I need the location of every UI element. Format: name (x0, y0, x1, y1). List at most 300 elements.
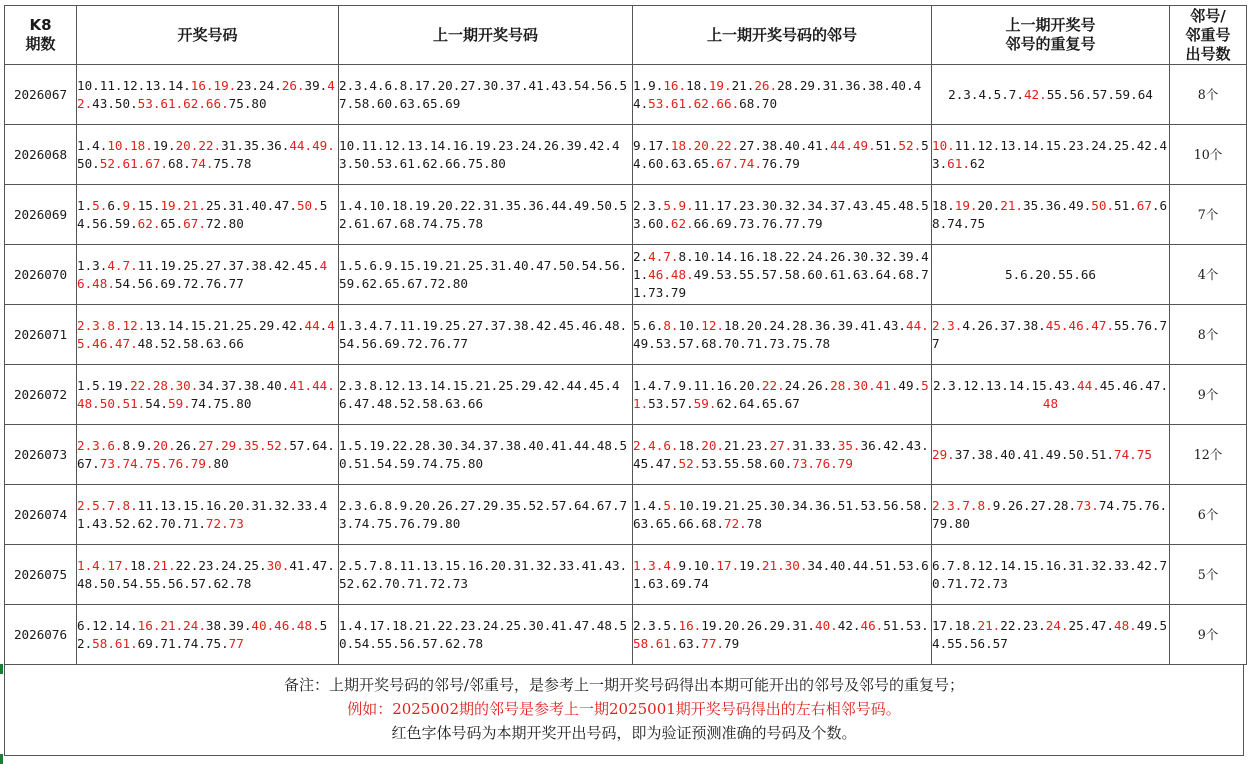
repeat-numbers-cell[interactable] (932, 485, 1170, 545)
number-group: . (319, 77, 328, 93)
number-group: 22.23. (1000, 617, 1046, 633)
hit-number-group: 2.3. (932, 497, 963, 513)
hit-number-group: 61. (947, 155, 970, 171)
hit-number-group: 52.61.67. (99, 155, 168, 171)
number-group: 34.37.38.40. (198, 377, 290, 393)
period-cell[interactable]: 2026075 (5, 545, 77, 605)
number-group: 39 (304, 77, 320, 93)
hit-number-group: 52. (898, 137, 922, 153)
period-cell[interactable]: 2026067 (5, 65, 77, 125)
header-prev-draw[interactable]: 上一期开奖号码 (339, 6, 633, 65)
hit-count-cell[interactable]: 8个 (1170, 65, 1247, 125)
neighbor-numbers-cell[interactable] (633, 485, 932, 545)
hit-number-group: 17. (716, 557, 740, 573)
hit-number-group: 35. (837, 437, 861, 453)
number-group: 49.54.55.56.57 (932, 617, 1168, 651)
prev-draw-numbers-cell[interactable] (339, 545, 633, 605)
number-group: 8.9. (122, 437, 153, 453)
number-group: 1.4. (77, 137, 108, 153)
hit-number-group: 40. (814, 617, 838, 633)
number-group: 76.79 (761, 155, 800, 171)
neighbor-numbers-cell[interactable] (633, 545, 932, 605)
hit-number-group: 77 (228, 635, 244, 651)
hit-count-cell[interactable]: 9个 (1170, 605, 1247, 665)
number-group: 10.11.12.13.14.16.19.23.24.26.39.42.43.50.53.61.62.66.75.80 (339, 137, 620, 171)
table-row (5, 545, 1247, 605)
header-count-line1: 邻号/ (1190, 6, 1226, 25)
header-count[interactable] (1170, 6, 1247, 65)
number-group: 2.3.6.8.9.20.26.27.29.35.52.57.64.67.73.74.75.76.79.80 (339, 497, 628, 531)
hit-number-group: 53.61.62.66. (137, 95, 229, 111)
number-group: 19.20.26.29.31. (701, 617, 815, 633)
number-group: 8.10.14.16.18.22.24.26.30.32.39.41. (633, 248, 929, 282)
neighbor-numbers-cell[interactable] (633, 425, 932, 485)
number-group: 18. (130, 557, 153, 573)
note-line-3: 红色字体号码为本期开奖开出号码，即为验证预测准确的号码及个数。 (391, 724, 857, 742)
hit-number-group: 50. (296, 197, 320, 213)
hit-number-group: 22.28.30. (130, 377, 199, 393)
hit-number-group: 46.48. (77, 257, 328, 291)
number-group: . (319, 317, 328, 333)
number-group: 63. (678, 635, 702, 651)
period-cell[interactable]: 2026071 (5, 305, 77, 365)
table-row (5, 305, 1247, 365)
number-group: 9.17. (633, 137, 671, 153)
hit-number-group: 2.4.6. (633, 437, 679, 453)
hit-number-group: 10.18. (107, 137, 153, 153)
hit-number-group: 50. (1091, 197, 1114, 213)
draw-numbers-cell[interactable] (77, 425, 339, 485)
number-group: 62 (969, 155, 986, 171)
hit-number-group: 44 (304, 317, 320, 333)
number-group: 19. (739, 557, 762, 573)
hit-number-group: 67. (183, 215, 206, 231)
hit-number-group: 16.21.24. (137, 617, 206, 633)
hit-number-group: 27.29.35.52. (198, 437, 290, 453)
number-group: 80 (213, 455, 229, 471)
hit-number-group: 58.61. (92, 635, 138, 651)
hit-number-group: 8. (663, 317, 679, 333)
hit-number-group: 19. (708, 77, 732, 93)
number-group: 1.4.17.18.21.22.23.24.25.30.41.47.48.50.54.55.56.57.62.78 (339, 617, 628, 651)
hit-number-group: 9. (122, 197, 138, 213)
hit-number-group: 62. (137, 215, 161, 231)
number-group: 11.13.15.16.20.31.32.33.41.43.52.62.70.71. (77, 497, 328, 531)
header-repeat-line2: 邻号的重复号 (1005, 35, 1096, 53)
table-row (5, 185, 1247, 245)
number-group: 9.26.27.28. (992, 497, 1077, 513)
hit-number-group: 59. (693, 395, 717, 411)
number-group: 10.11.12.13.14. (77, 77, 191, 93)
number-group: 18. (678, 437, 702, 453)
neighbor-numbers-cell[interactable] (633, 65, 932, 125)
hit-number-group: 51. (633, 377, 929, 411)
hit-number-group: 44.49. (830, 137, 876, 153)
number-group: 1.3. (77, 257, 108, 273)
number-group: 26. (175, 437, 199, 453)
repeat-numbers-cell[interactable] (932, 245, 1170, 305)
number-group: 54. (145, 395, 168, 411)
hit-number-group: 16. (663, 77, 687, 93)
number-group: 1.5.19. (77, 377, 131, 393)
cell-marker (0, 664, 3, 674)
number-group: 51. (875, 137, 899, 153)
hit-number-group: 48. (1114, 617, 1137, 633)
hit-number-group: 1.4.17. (77, 557, 131, 573)
lottery-sheet (4, 5, 1246, 756)
draw-numbers-cell[interactable] (77, 365, 339, 425)
hit-count-cell[interactable]: 9个 (1170, 365, 1247, 425)
hit-number-group: 16.19. (190, 77, 237, 93)
number-group: 65. (160, 215, 184, 231)
hit-number-group: 44. (906, 317, 929, 333)
number-group: 2.3.5. (633, 617, 679, 633)
number-group: 10.19.21.25.30.34.36.51.53.56.58.63.65.66.68. (633, 497, 929, 531)
hit-number-group: 27. (769, 437, 793, 453)
neighbor-numbers-cell[interactable] (633, 185, 932, 245)
repeat-numbers-cell[interactable] (932, 185, 1170, 245)
neighbor-numbers-cell[interactable] (633, 365, 932, 425)
number-group: 6.12.14. (77, 617, 138, 633)
hit-number-group: 16. (678, 617, 702, 633)
number-group: 72.80 (205, 215, 244, 231)
number-group: 54.56.69.72.76.77 (114, 275, 244, 291)
number-group: 55.56.57.59.64 (1046, 86, 1153, 102)
prev-draw-numbers-cell[interactable] (339, 425, 633, 485)
draw-numbers-cell[interactable] (77, 125, 339, 185)
prev-draw-numbers-cell[interactable] (339, 485, 633, 545)
hit-count-cell[interactable]: 8个 (1170, 305, 1247, 365)
draw-numbers-cell[interactable] (77, 185, 339, 245)
draw-numbers-cell[interactable] (77, 545, 339, 605)
number-group: 1.4. (633, 497, 664, 513)
number-group: 31.35.36. (221, 137, 290, 153)
number-group: 55.76.77 (932, 317, 1168, 351)
number-group: 23.24. (236, 77, 282, 93)
hit-number-group: 26. (754, 77, 778, 93)
hit-number-group: 44.48. (77, 377, 335, 411)
number-group: 1. (77, 197, 93, 213)
hit-number-group: 50.51. (99, 395, 146, 411)
prev-draw-numbers-cell[interactable] (339, 305, 633, 365)
hit-number-group: 20.22. (175, 137, 222, 153)
number-group: 74.75.76.79.80 (932, 497, 1168, 531)
number-group: 11.17.23.30.32.34.37.43.45.48.53.60. (633, 197, 929, 231)
number-group: 2.3.12.13.14.15.43. (932, 377, 1078, 393)
period-cell[interactable]: 2026074 (5, 485, 77, 545)
number-group: 22.23.24.25. (175, 557, 267, 573)
repeat-numbers-cell[interactable] (932, 605, 1170, 665)
number-group: 50. (77, 155, 100, 171)
hit-number-group: 46. (860, 617, 884, 633)
hit-number-group: 58.61. (633, 635, 679, 651)
hit-number-group: 41. (875, 377, 899, 393)
draw-numbers-cell[interactable] (77, 305, 339, 365)
number-group: 36.42.43.45.47. (633, 437, 929, 471)
hit-number-group: 21. (977, 617, 1001, 633)
number-group: 74.75.80 (190, 395, 252, 411)
hit-count-cell[interactable]: 4个 (1170, 245, 1247, 305)
neighbor-numbers-cell[interactable] (633, 305, 932, 365)
number-group: 2.3. (633, 197, 664, 213)
number-group: 49. (898, 377, 922, 393)
number-group: 25.47. (1068, 617, 1114, 633)
number-group: 53.57. (648, 395, 694, 411)
number-group: 54.56.59. (77, 197, 328, 231)
hit-number-group: 52. (678, 455, 702, 471)
repeat-numbers-cell[interactable] (932, 305, 1170, 365)
hit-number-group: 44. (289, 137, 313, 153)
number-group: 1.3.4.7.11.19.25.27.37.38.42.45.46.48.54.56.69.72.76.77 (339, 317, 628, 351)
draw-numbers-cell[interactable] (77, 65, 339, 125)
hit-number-group: 28.30. (830, 377, 876, 393)
hit-number-group: 20. (701, 437, 724, 453)
number-group: 1.9. (633, 77, 664, 93)
number-group: 20. (977, 197, 1001, 213)
hit-count-cell[interactable]: 10个 (1170, 125, 1247, 185)
header-period-line2: 期数 (25, 35, 56, 53)
number-group: 18.20.24.28.36.39.41.43. (724, 317, 906, 333)
hit-number-group: 2.3.6. (77, 437, 123, 453)
header-period-line1: K8 (29, 16, 52, 34)
number-group: 21.23. (724, 437, 770, 453)
number-group: 2.3.4.5.7. (948, 86, 1024, 102)
hit-number-group: 72. (724, 515, 747, 531)
hit-number-group: 53.61.62.66. (648, 95, 740, 111)
number-group: 9.10. (678, 557, 717, 573)
hit-count-cell[interactable]: 5个 (1170, 545, 1247, 605)
hit-number-group: 77. (701, 635, 724, 651)
hit-count-cell[interactable]: 7个 (1170, 185, 1247, 245)
hit-number-group: 40.46.48. (251, 617, 320, 633)
header-repeat[interactable] (932, 6, 1170, 65)
hit-number-group: 19.21. (160, 197, 206, 213)
prev-draw-numbers-cell[interactable] (339, 605, 633, 665)
number-group: 68. (168, 155, 191, 171)
repeat-numbers-cell[interactable] (932, 425, 1170, 485)
number-group: 42. (837, 617, 861, 633)
hit-number-group: 46.48. (648, 266, 694, 282)
table-row (5, 605, 1247, 665)
number-group: 2.3.4.6.8.17.20.27.30.37.41.43.54.56.57.58.60.63.65.69 (339, 77, 628, 111)
table-row (5, 425, 1247, 485)
table-row (5, 485, 1247, 545)
hit-number-group: 74.75 (1113, 446, 1152, 462)
table-row (5, 245, 1247, 305)
lottery-table (4, 5, 1247, 665)
header-count-line3: 出号数 (1185, 44, 1231, 63)
number-group: 2. (633, 248, 649, 264)
hit-number-group: 2.3.8.12. (77, 317, 146, 333)
number-group: 19. (152, 137, 176, 153)
header-row (5, 6, 1247, 65)
number-group: 66.69.73.76.77.79 (693, 215, 823, 231)
note-line-2: 例如：2025002期的邻号是参考上一期2025001期开奖号码得出的左右相邻号码。 (347, 700, 901, 718)
prev-draw-numbers-cell[interactable] (339, 125, 633, 185)
number-group: 52. (77, 617, 328, 651)
hit-number-group: 73.74.75.76.79. (99, 455, 214, 471)
hit-number-group: 7.8. (962, 497, 993, 513)
number-group: 18. (932, 197, 955, 213)
number-group: 31.33. (792, 437, 838, 453)
number-group: 49.53.55.57.58.60.61.63.64.68.71.73.79 (633, 266, 929, 300)
draw-numbers-cell[interactable] (77, 245, 339, 305)
number-group: 48.52.58.63.66 (137, 335, 244, 351)
number-group: 57.64.67. (77, 437, 335, 471)
hit-number-group: 4.7. (648, 248, 679, 264)
number-group: 75.80 (228, 95, 267, 111)
draw-numbers-cell[interactable] (77, 605, 339, 665)
number-group: 69.71.74.75. (137, 635, 229, 651)
hit-number-group: 21.30. (761, 557, 808, 573)
number-group: 45.46.47. (1099, 377, 1169, 393)
hit-number-group: 2.5.7.8. (77, 497, 138, 513)
period-cell[interactable]: 2026072 (5, 365, 77, 425)
number-group: 17.18. (932, 617, 978, 633)
number-group: 1.5.19.22.28.30.34.37.38.40.41.44.48.50.51.54.59.74.75.80 (339, 437, 628, 471)
number-group: 10. (678, 317, 702, 333)
period-cell[interactable]: 2026076 (5, 605, 77, 665)
number-group: 43.50. (92, 95, 138, 111)
number-group: 34.40.44.51.53.61.63.69.74 (633, 557, 929, 591)
number-group: 11.19.25.27.37.38.42.45. (137, 257, 320, 273)
hit-number-group: 42. (1023, 86, 1047, 102)
hit-number-group: 67 (1136, 197, 1152, 213)
prev-draw-numbers-cell[interactable] (339, 65, 633, 125)
notes-cell[interactable] (4, 665, 1244, 756)
neighbor-numbers-cell[interactable] (633, 245, 932, 305)
hit-number-group: 19. (954, 197, 978, 213)
number-group: 24.26. (784, 377, 831, 393)
header-neighbors[interactable]: 上一期开奖号码的邻号 (633, 6, 932, 65)
number-group: 37.38.40.41.49.50.51. (954, 446, 1114, 462)
number-group: 21. (731, 77, 755, 93)
neighbor-numbers-cell[interactable] (633, 125, 932, 185)
hit-number-group: 26. (281, 77, 305, 93)
hit-number-group: 44. (1077, 377, 1100, 393)
number-group: 75.78 (213, 155, 252, 171)
header-period[interactable] (5, 6, 77, 65)
period-cell[interactable]: 2026073 (5, 425, 77, 485)
hit-number-group: 45.46.47. (1045, 317, 1114, 333)
hit-number-group: 72.73 (205, 515, 244, 531)
table-row (5, 365, 1247, 425)
note-line-1: 备注：上期开奖号码的邻号/邻重号，是参考上一期开奖号码得出本期可能开出的邻号及邻号的重复号； (283, 676, 965, 694)
number-group: .68.74.75 (932, 197, 1168, 231)
hit-number-group: 10. (932, 137, 955, 153)
hit-number-group: 49. (312, 137, 335, 153)
table-body (5, 65, 1247, 665)
hit-number-group: 73. (1076, 497, 1099, 513)
table-row (5, 65, 1247, 125)
prev-draw-numbers-cell[interactable] (339, 185, 633, 245)
number-group: 68.70 (739, 95, 778, 111)
number-group: 11.12.13.14.15.23.24.25.42.43. (932, 137, 1168, 171)
number-group: 13.14.15.21.25.29.42. (145, 317, 305, 333)
repeat-numbers-cell[interactable] (932, 125, 1170, 185)
hit-number-group: 21. (1000, 197, 1023, 213)
prev-draw-numbers-cell[interactable] (339, 365, 633, 425)
hit-number-group: 29. (932, 446, 955, 462)
header-repeat-line1: 上一期开奖号 (1005, 16, 1096, 34)
number-group: 4.26.37.38. (962, 317, 1046, 333)
number-group: 62.64.65.67 (716, 395, 800, 411)
number-group: 5.6. (633, 317, 664, 333)
hit-number-group: 1.3.4. (633, 557, 679, 573)
repeat-numbers-cell[interactable] (932, 365, 1170, 425)
repeat-numbers-cell[interactable] (932, 65, 1170, 125)
hit-number-group: 22. (761, 377, 785, 393)
number-group: 53.55.58.60. (701, 455, 793, 471)
table-row (5, 125, 1247, 185)
hit-count-cell[interactable]: 6个 (1170, 485, 1247, 545)
hit-number-group: 73.76.79 (792, 455, 853, 471)
hit-number-group: 74. (190, 155, 214, 171)
repeat-numbers-cell[interactable] (932, 545, 1170, 605)
number-group: 5.6.20.55.66 (1005, 266, 1096, 282)
number-group: 2.3.8.12.13.14.15.21.25.29.42.44.45.46.47.48.52.58.63.66 (339, 377, 620, 411)
hit-number-group: 5. (92, 197, 108, 213)
hit-number-group: 24. (1045, 617, 1069, 633)
number-group: 51. (1114, 197, 1137, 213)
hit-number-group: 5. (663, 497, 679, 513)
period-cell[interactable]: 2026070 (5, 245, 77, 305)
number-group: 1.4.10.18.19.20.22.31.35.36.44.49.50.52.61.67.68.74.75.78 (339, 197, 628, 231)
header-draw[interactable]: 开奖号码 (77, 6, 339, 65)
number-group: 41.47.48.50.54.55.56.57.62.78 (77, 557, 335, 591)
neighbor-numbers-cell[interactable] (633, 605, 932, 665)
number-group: 1.5.6.9.15.19.21.25.31.40.47.50.54.56.59.62.65.67.72.80 (339, 257, 628, 291)
hit-number-group: 62. (670, 215, 694, 231)
hit-number-group: 30. (266, 557, 290, 573)
number-group: 2.5.7.8.11.13.15.16.20.31.32.33.41.43.52.62.70.71.72.73 (339, 557, 628, 591)
hit-number-group: 21. (152, 557, 176, 573)
hit-number-group: 42. (77, 77, 335, 111)
hit-number-group: 48 (1042, 395, 1059, 411)
number-group: 49.53.57.68.70.71.73.75.78 (633, 335, 831, 351)
hit-number-group: 2.3. (932, 317, 963, 333)
prev-draw-numbers-cell[interactable] (339, 245, 633, 305)
hit-number-group: 4.7. (107, 257, 138, 273)
number-group: 78 (746, 515, 762, 531)
hit-number-group: 67.74. (716, 155, 762, 171)
period-cell[interactable]: 2026068 (5, 125, 77, 185)
hit-count-cell[interactable]: 12个 (1170, 425, 1247, 485)
number-group: 25.31.40.47. (205, 197, 297, 213)
hit-number-group: 41. (289, 377, 313, 393)
hit-number-group: 12. (701, 317, 725, 333)
number-group: 27.38.40.41. (739, 137, 831, 153)
number-group: 18. (686, 77, 709, 93)
hit-number-group: 45.46.47. (77, 317, 335, 351)
hit-number-group: 18.20.22. (670, 137, 740, 153)
number-group: 15. (137, 197, 161, 213)
draw-numbers-cell[interactable] (77, 485, 339, 545)
number-group: 6. (107, 197, 123, 213)
number-group: 54.60.63.65. (633, 137, 929, 171)
cell-marker-bottom (0, 754, 3, 764)
hit-number-group: 59. (168, 395, 191, 411)
number-group: 6.7.8.12.14.15.16.31.32.33.42.70.71.72.73 (932, 557, 1168, 591)
period-cell[interactable]: 2026069 (5, 185, 77, 245)
number-group: 79 (724, 635, 740, 651)
number-group: 35.36.49. (1023, 197, 1092, 213)
number-group: 51.53. (883, 617, 929, 633)
hit-number-group: 20. (152, 437, 176, 453)
number-group: 28.29.31.36.38.40.44. (633, 77, 922, 111)
hit-number-group: 5.9. (663, 197, 694, 213)
header-count-line2: 邻重号 (1185, 25, 1231, 44)
